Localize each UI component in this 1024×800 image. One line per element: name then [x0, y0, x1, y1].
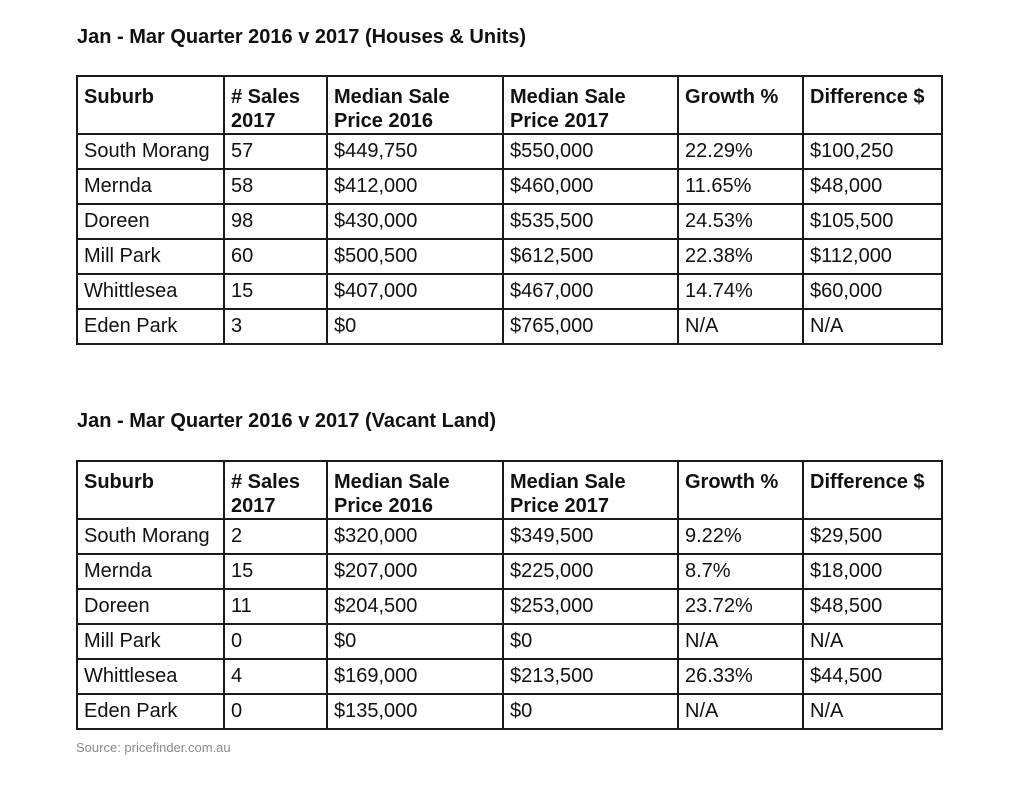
cell-sales: 4: [224, 659, 327, 694]
cell-suburb: South Morang: [77, 519, 224, 554]
cell-difference: N/A: [803, 309, 942, 344]
houses-units-table: [76, 75, 943, 345]
cell-difference: $60,000: [803, 274, 942, 309]
cell-growth: 23.72%: [678, 589, 803, 624]
cell-sales: 60: [224, 239, 327, 274]
cell-median-2017: $550,000: [503, 134, 678, 169]
cell-median-2017: $612,500: [503, 239, 678, 274]
cell-growth: 8.7%: [678, 554, 803, 589]
header-median-2016: Median Sale Price 2016: [327, 76, 503, 134]
cell-suburb: Doreen: [77, 589, 224, 624]
table-row: [77, 624, 942, 659]
vacant-land-title: Jan - Mar Quarter 2016 v 2017 (Vacant Land): [77, 410, 497, 432]
table-row: [77, 204, 942, 239]
table-row: [77, 659, 942, 694]
cell-suburb: Whittlesea: [77, 274, 224, 309]
cell-sales: 2: [224, 519, 327, 554]
table-row: [77, 694, 942, 729]
cell-median-2017: $467,000: [503, 274, 678, 309]
cell-suburb: Mernda: [77, 169, 224, 204]
cell-growth: 22.38%: [678, 239, 803, 274]
header-suburb: Suburb: [77, 76, 224, 134]
cell-median-2016: $412,000: [327, 169, 503, 204]
cell-median-2016: $0: [327, 309, 503, 344]
header-difference: Difference $: [803, 76, 942, 134]
cell-growth: 26.33%: [678, 659, 803, 694]
cell-median-2016: $500,500: [327, 239, 503, 274]
table-row: [77, 309, 942, 344]
header-sales: # Sales 2017: [224, 461, 327, 519]
cell-median-2016: $0: [327, 624, 503, 659]
cell-growth: 14.74%: [678, 274, 803, 309]
cell-sales: 0: [224, 624, 327, 659]
cell-difference: $44,500: [803, 659, 942, 694]
header-sales: # Sales 2017: [224, 76, 327, 134]
cell-median-2016: $430,000: [327, 204, 503, 239]
cell-sales: 98: [224, 204, 327, 239]
cell-median-2017: $213,500: [503, 659, 678, 694]
cell-median-2016: $207,000: [327, 554, 503, 589]
cell-difference: $29,500: [803, 519, 942, 554]
houses-units-title: Jan - Mar Quarter 2016 v 2017 (Houses & Units): [77, 26, 527, 48]
cell-median-2017: $0: [503, 624, 678, 659]
table-header-row: [77, 76, 942, 134]
header-median-2016: Median Sale Price 2016: [327, 461, 503, 519]
header-suburb: Suburb: [77, 461, 224, 519]
cell-growth: 9.22%: [678, 519, 803, 554]
cell-growth: N/A: [678, 309, 803, 344]
table-row: [77, 589, 942, 624]
cell-difference: $112,000: [803, 239, 942, 274]
cell-median-2017: $460,000: [503, 169, 678, 204]
cell-growth: 11.65%: [678, 169, 803, 204]
cell-median-2017: $535,500: [503, 204, 678, 239]
cell-suburb: Whittlesea: [77, 659, 224, 694]
cell-suburb: South Morang: [77, 134, 224, 169]
header-median-2017: Median Sale Price 2017: [503, 76, 678, 134]
cell-median-2016: $135,000: [327, 694, 503, 729]
cell-median-2016: $169,000: [327, 659, 503, 694]
cell-difference: $48,000: [803, 169, 942, 204]
cell-sales: 0: [224, 694, 327, 729]
table-row: [77, 274, 942, 309]
cell-median-2017: $349,500: [503, 519, 678, 554]
cell-difference: N/A: [803, 694, 942, 729]
cell-sales: 58: [224, 169, 327, 204]
cell-sales: 57: [224, 134, 327, 169]
cell-median-2017: $253,000: [503, 589, 678, 624]
table-row: [77, 239, 942, 274]
cell-sales: 3: [224, 309, 327, 344]
cell-growth: N/A: [678, 694, 803, 729]
vacant-land-table: [76, 460, 943, 730]
table-row: [77, 134, 942, 169]
source-note: Source: pricefinder.com.au: [76, 740, 231, 755]
cell-median-2017: $0: [503, 694, 678, 729]
cell-difference: $105,500: [803, 204, 942, 239]
cell-median-2017: $225,000: [503, 554, 678, 589]
cell-median-2016: $204,500: [327, 589, 503, 624]
cell-growth: N/A: [678, 624, 803, 659]
cell-growth: 24.53%: [678, 204, 803, 239]
cell-suburb: Mernda: [77, 554, 224, 589]
cell-difference: $48,500: [803, 589, 942, 624]
cell-suburb: Mill Park: [77, 239, 224, 274]
cell-median-2016: $407,000: [327, 274, 503, 309]
table-row: [77, 554, 942, 589]
cell-sales: 11: [224, 589, 327, 624]
cell-suburb: Mill Park: [77, 624, 224, 659]
header-growth: Growth %: [678, 76, 803, 134]
header-difference: Difference $: [803, 461, 942, 519]
cell-suburb: Eden Park: [77, 694, 224, 729]
table-row: [77, 169, 942, 204]
cell-suburb: Doreen: [77, 204, 224, 239]
cell-growth: 22.29%: [678, 134, 803, 169]
cell-difference: $100,250: [803, 134, 942, 169]
cell-difference: N/A: [803, 624, 942, 659]
cell-median-2017: $765,000: [503, 309, 678, 344]
cell-sales: 15: [224, 554, 327, 589]
cell-sales: 15: [224, 274, 327, 309]
header-growth: Growth %: [678, 461, 803, 519]
cell-median-2016: $320,000: [327, 519, 503, 554]
cell-difference: $18,000: [803, 554, 942, 589]
header-median-2017: Median Sale Price 2017: [503, 461, 678, 519]
cell-suburb: Eden Park: [77, 309, 224, 344]
cell-median-2016: $449,750: [327, 134, 503, 169]
table-row: [77, 519, 942, 554]
table-header-row: [77, 461, 942, 519]
